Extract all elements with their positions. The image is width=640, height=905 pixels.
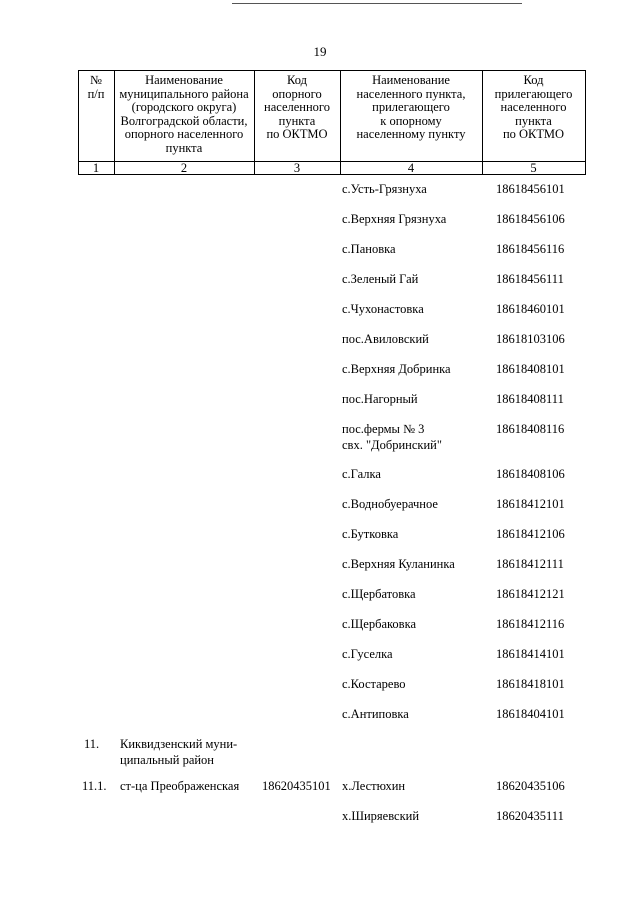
support-point-number: 11.1. xyxy=(82,779,107,793)
settlement-name: пос.Авиловский xyxy=(342,332,429,346)
district-number: 11. xyxy=(84,737,100,751)
settlement-name: с.Зеленый Гай xyxy=(342,272,419,286)
header-col-code: Код опорного населенного пункта по ОКТМО xyxy=(264,73,330,141)
settlement-code: 18618456101 xyxy=(496,182,565,196)
col-number-1: 1 xyxy=(92,161,100,175)
support-point-name: ст-ца Преображенская xyxy=(120,779,240,793)
settlement-code: 18618408106 xyxy=(496,467,565,481)
settlement-name: пос.Нагорный xyxy=(342,392,418,406)
settlement-name: с.Чухонастовка xyxy=(342,302,424,316)
settlement-name: с.Верхняя Грязнуха xyxy=(342,212,447,226)
settlement-code: 18618412106 xyxy=(496,527,565,541)
settlement-code: 18618460101 xyxy=(496,302,565,316)
settlement-name: х.Ширяевский xyxy=(342,809,420,823)
settlement-code: 18618414101 xyxy=(496,647,565,661)
settlement-code: 18618103106 xyxy=(496,332,565,346)
settlement-name: пос.фермы № 3 свх. "Добринский" xyxy=(342,422,442,452)
settlement-code: 18618408116 xyxy=(496,422,565,436)
col-number-3: 3 xyxy=(293,161,301,175)
settlement-name: с.Бутковка xyxy=(342,527,399,541)
settlement-code: 18620435106 xyxy=(496,779,565,793)
settlement-name: с.Щербатовка xyxy=(342,587,416,601)
district-name: Киквидзенский муни- ципальный район xyxy=(120,737,238,767)
settlement-code: 18618456116 xyxy=(496,242,565,256)
settlement-name: с.Воднобуерачное xyxy=(342,497,438,511)
top-rule xyxy=(232,3,522,4)
header-col-district: Наименование муниципального района (городского округа) Волгоградской области, опорного населенного пункта xyxy=(119,73,249,155)
settlement-name: с.Галка xyxy=(342,467,381,481)
col-number-5: 5 xyxy=(530,161,537,175)
header-col-settlement-code: Код прилегающего населенного пункта по ОКТМО xyxy=(494,73,573,141)
settlement-name: с.Верхняя Куланинка xyxy=(342,557,455,571)
page-number: 19 xyxy=(313,44,327,59)
settlement-name: с.Верхняя Добринка xyxy=(342,362,451,376)
settlement-code: 18618456111 xyxy=(496,272,564,286)
settlement-name: с.Антиповка xyxy=(342,707,409,721)
settlement-name: с.Костарево xyxy=(342,677,406,691)
settlement-name: с.Пановка xyxy=(342,242,396,256)
settlement-name: с.Гуселка xyxy=(342,647,393,661)
settlement-name: с.Усть-Грязнуха xyxy=(342,182,427,196)
header-top-border xyxy=(78,70,585,71)
settlement-code: 18618412111 xyxy=(496,557,564,571)
settlement-code: 18618456106 xyxy=(496,212,565,226)
settlement-code: 18618412101 xyxy=(496,497,565,511)
col-number-4: 4 xyxy=(407,161,415,175)
header-col-number: № п/п xyxy=(87,73,105,101)
settlement-code: 18618404101 xyxy=(496,707,565,721)
settlement-name: х.Лестюхин xyxy=(342,779,406,793)
settlement-code: 18620435111 xyxy=(496,809,564,823)
settlement-code: 18618408101 xyxy=(496,362,565,376)
settlement-code: 18618408111 xyxy=(496,392,564,406)
col-border-5 xyxy=(585,70,586,175)
settlement-code: 18618418101 xyxy=(496,677,565,691)
settlement-name: с.Щербаковка xyxy=(342,617,417,631)
header-col-settlement: Наименование населенного пункта, прилегающего к опорному населенному пункту xyxy=(356,73,466,141)
settlement-code: 18618412121 xyxy=(496,587,565,601)
support-point-code: 18620435101 xyxy=(262,779,331,793)
col-number-2: 2 xyxy=(180,161,188,175)
settlement-code: 18618412116 xyxy=(496,617,565,631)
